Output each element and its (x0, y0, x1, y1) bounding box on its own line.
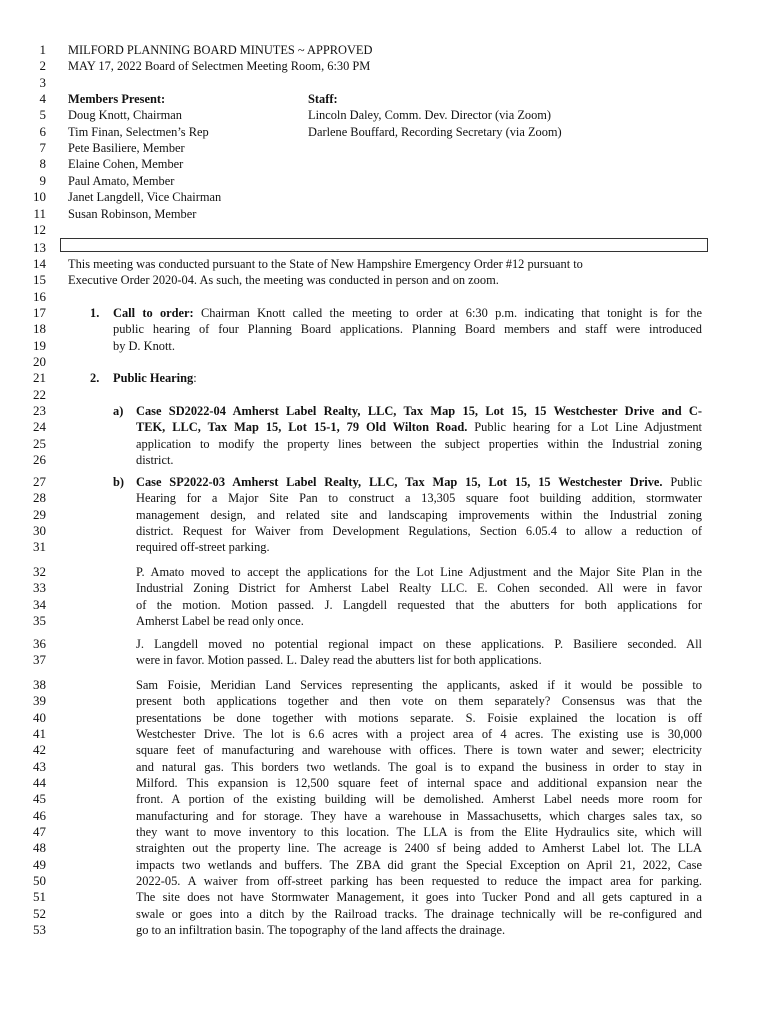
line-number: 34 (33, 596, 46, 612)
line-number: 33 (33, 580, 46, 596)
staff-name: Lincoln Daley, Comm. Dev. Director (via Zoom) (308, 108, 552, 123)
line-number: 35 (33, 613, 46, 628)
line-number: 30 (33, 523, 46, 538)
line-number: 19 (33, 337, 46, 353)
case-marker: a) (113, 404, 124, 418)
line-number: 27 (33, 474, 46, 489)
case-b-paragraph: Case SP2022-03 Amherst Label Realty, LLC, Tax Map 15, Lot 15, 15 Westchester Drive. Public Hearing for a Major Site Pan to construct a 13,305 square foot building addition, stormwater management design, and related site and landscaping improvements within the Industrial zoning district. Request for Waiver from Development Regulations, Section 6.05.4 to allow a reduction of required off-street parking. (136, 475, 703, 555)
line-number: 6 (39, 123, 46, 139)
line-number: 7 (39, 140, 46, 156)
member-name: Doug Knott, Chairman (68, 108, 182, 123)
line-number: 11 (33, 205, 46, 221)
line-number: 12 (33, 221, 46, 237)
staff-heading: Staff: (308, 92, 338, 106)
line-number: 37 (33, 652, 46, 668)
line-number: 3 (39, 74, 46, 90)
member-name: Elaine Cohen, Member (68, 157, 184, 172)
line-number: 39 (33, 693, 46, 709)
member-name: Susan Robinson, Member (68, 206, 197, 221)
line-number: 20 (33, 354, 46, 369)
line-number: 4 (39, 91, 46, 106)
line-number: 50 (33, 873, 46, 888)
section-divider-box (60, 238, 708, 252)
staff-name: Darlene Bouffard, Recording Secretary (via Zoom) (308, 124, 562, 139)
line-number: 49 (33, 856, 46, 872)
line-number: 9 (39, 172, 46, 188)
member-name: Tim Finan, Selectmen’s Rep (68, 124, 209, 139)
line-number: 31 (33, 539, 46, 555)
line-number: 52 (33, 905, 46, 921)
line-number: 21 (33, 370, 46, 386)
public-hearing-heading: Public Hearing: (113, 371, 197, 385)
line-number: 24 (33, 419, 46, 435)
line-number: 29 (33, 506, 46, 522)
line-number: 5 (39, 107, 46, 123)
line-number: 36 (33, 636, 46, 651)
line-number: 47 (33, 824, 46, 839)
line-number: 8 (39, 156, 46, 172)
line-number: 42 (33, 742, 46, 758)
member-name: Janet Langdell, Vice Chairman (68, 190, 222, 205)
line-number: 2 (39, 58, 46, 74)
regional-impact-paragraph: J. Langdell moved no potential regional impact on these applications. P. Basiliere seconded. All were in favor. Motion passed. L. Daley read the abutters list for both applications. (136, 637, 702, 668)
member-name: Pete Basiliere, Member (68, 141, 185, 156)
line-number: 25 (33, 435, 46, 451)
line-number: 40 (33, 709, 46, 725)
line-number: 44 (33, 775, 46, 790)
line-number: 38 (33, 677, 46, 692)
meeting-date-location: MAY 17, 2022 Board of Selectmen Meeting Room, 6:30 PM (68, 59, 371, 74)
line-number: 51 (33, 889, 46, 905)
document-title: MILFORD PLANNING BOARD MINUTES ~ APPROVED (68, 43, 373, 57)
emergency-order-notice: Executive Order 2020-04. As such, the meeting was conducted in person and on zoom. (68, 273, 499, 288)
line-number: 15 (33, 272, 46, 288)
case-marker: b) (113, 475, 125, 489)
call-to-order-paragraph: Call to order: Chairman Knott called the meeting to order at 6:30 p.m. indicating that tonight is for the public hearing of four Planning Board applications. Planning Board members and staff were introduced by D. Knott. (113, 306, 702, 353)
item-number: 1. (90, 306, 100, 320)
line-number: 26 (33, 452, 46, 467)
line-number: 48 (33, 840, 46, 856)
line-number: 13 (33, 239, 46, 255)
member-name: Paul Amato, Member (68, 173, 175, 188)
motion-accept-paragraph: P. Amato moved to accept the applications for the Lot Line Adjustment and the Major Site Plan in the Industrial Zoning District for Amherst Label Realty LLC. E. Cohen seconded. All were in favor of the motion. Motion passed. J. Langdell requested that the abutters for both applications for Amherst Label be read only once. (136, 565, 702, 629)
line-number: 41 (33, 726, 46, 741)
line-number: 1 (39, 42, 46, 57)
emergency-order-notice: This meeting was conducted pursuant to the State of New Hampshire Emergency Order #12 pursuant to (68, 257, 583, 271)
presentation-paragraph: Sam Foisie, Meridian Land Services representing the applicants, asked if it would be possible to present both applications together and then vote on them separately? Consensus was that the presentations be done together with motions separate. S. Foisie explained the location is off Westchester Drive. The lot is 6.6 acres with a project area of 4 acres. The existing use is 30,000 square feet of manufacturing and warehouse with offices. There is town water and sewer; electricity and natural gas. This borders two wetlands. The goal is to expand the business in order to stay in Milford. This expansion is 12,500 square feet of internal space and additional expansion near the front. A portion of the existing building will be demolished. Amherst Label needs more room for manufacturing and for storage. They have a warehouse in Massachusetts, which charges sales tax, so they want to move inventory to this location. The LLA is from the Elite Hydraulics site, which will straighten out the property line. The acreage is 2400 sf being added to Amherst Label lot. The LLA impacts two wetlands and buffers. The ZBA did grant the Special Exception on April 21, 2022, Case 2022-05. A waiver from off-street parking has been requested to reduce the impact area for parking. The site does not have Stormwater Management, it goes into Tucker Pond and all gets captured in a swale or goes into a ditch by the Railroad tracks. The drainage technically will be re-configured and go to an infiltration basin. The topography of the land affects the drainage. (136, 678, 702, 938)
item-number: 2. (90, 371, 100, 385)
line-number: 45 (33, 791, 46, 807)
line-number: 16 (33, 288, 46, 304)
line-number: 14 (33, 256, 46, 271)
line-number: 10 (33, 189, 46, 205)
line-number: 17 (33, 305, 46, 320)
line-number: 43 (33, 758, 46, 774)
line-number: 28 (33, 490, 46, 506)
line-number: 53 (33, 922, 46, 937)
line-number: 22 (33, 386, 46, 402)
line-number: 46 (33, 807, 46, 823)
line-number: 32 (33, 564, 46, 579)
line-number: 23 (33, 403, 46, 418)
members-heading: Members Present: (68, 92, 166, 106)
line-number: 18 (33, 321, 46, 337)
case-a-paragraph: Case SD2022-04 Amherst Label Realty, LLC, Tax Map 15, Lot 15, 15 Westchester Drive and C- TEK, LLC, Tax Map 15, Lot 15-1, 79 Old Wilton Road. Public hearing for a Lot Line Adjustment application to modify the property lines between the subject properties within the Industrial zoning district. (136, 404, 702, 468)
